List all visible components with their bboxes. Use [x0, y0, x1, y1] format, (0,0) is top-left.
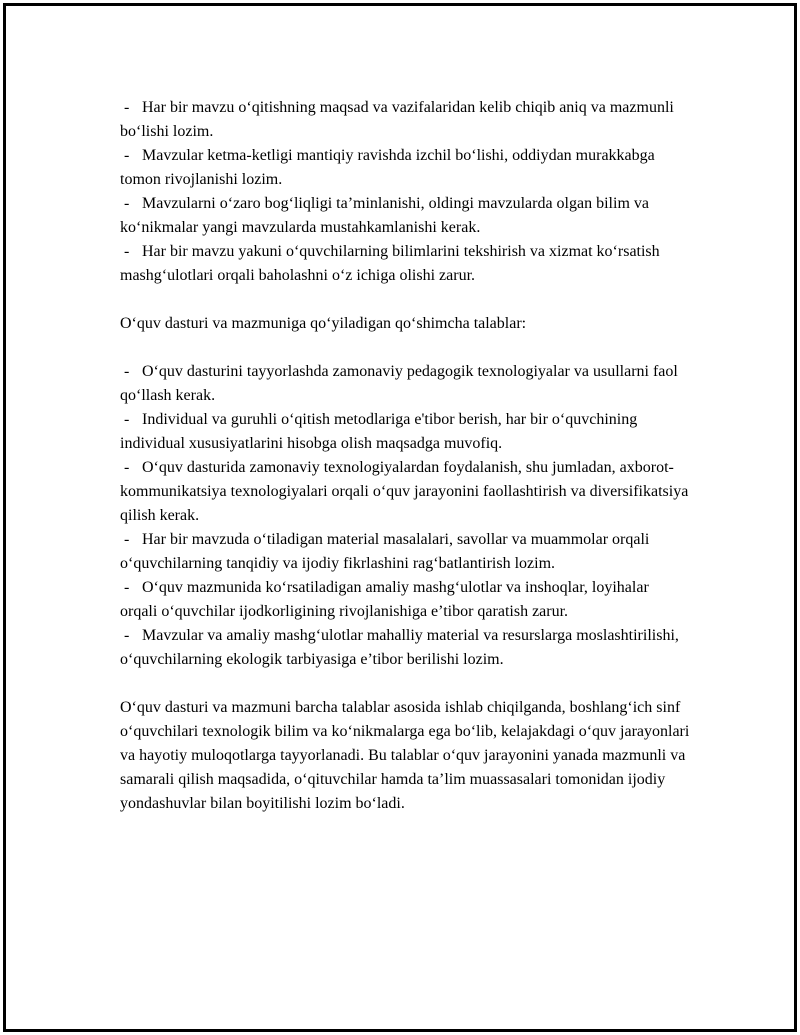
additional-requirements-list — [120, 360, 690, 672]
list-item-text: O‘quv dasturini tayyorlashda zamonaviy pedagogik texnologiyalar va usullarni faol qo‘llash kerak. — [120, 363, 678, 404]
list-item — [120, 576, 690, 624]
list-item — [120, 144, 690, 192]
document-page — [3, 3, 797, 1032]
bullet-dash: - — [124, 627, 130, 644]
list-item-text: Har bir mavzu o‘qitishning maqsad va vazifalaridan kelib chiqib aniq va mazmunli bo‘lishi lozim. — [120, 99, 674, 140]
list-item — [120, 528, 690, 576]
bullet-dash: - — [124, 411, 130, 428]
list-item-text: Har bir mavzu yakuni o‘quvchilarning bilimlarini tekshirish va xizmat ko‘rsatish mashg‘ulotlari orqali baholashni o‘z ichiga olishi zarur. — [120, 243, 660, 284]
bullet-dash: - — [124, 243, 130, 260]
list-item-text: Mavzularni o‘zaro bog‘liqligi ta’minlanishi, oldingi mavzularda olgan bilim va ko‘nikmalar yangi mavzularda mustahkamlanishi kerak. — [120, 195, 649, 236]
list-item — [120, 192, 690, 240]
list-item — [120, 408, 690, 456]
list-item-text: Individual va guruhli o‘qitish metodlariga e'tibor berish, har bir o‘quvchining individual xususiyatlarini hisobga olish maqsadga muvofiq. — [120, 411, 638, 452]
bullet-dash: - — [124, 531, 130, 548]
list-item-text: Mavzular va amaliy mashg‘ulotlar mahalliy material va resurslarga moslashtirilishi, o‘quvchilarning ekologik tarbiyasiga e’tibor berilishi lozim. — [120, 627, 679, 668]
list-item — [120, 360, 690, 408]
requirements-list — [120, 96, 690, 288]
list-item — [120, 456, 690, 528]
bullet-dash: - — [124, 99, 130, 116]
list-item-text: O‘quv mazmunida ko‘rsatiladigan amaliy mashg‘ulotlar va inshoqlar, loyihalar orqali o‘quvchilar ijodkorligining rivojlanishiga e’tibor qaratish zarur. — [120, 579, 649, 620]
paragraph-gap — [120, 288, 690, 312]
bullet-dash: - — [124, 195, 130, 212]
list-item — [120, 624, 690, 672]
document-body — [120, 96, 690, 816]
conclusion-paragraph: O‘quv dasturi va mazmuni barcha talablar asosida ishlab chiqilganda, boshlang‘ich sinf o‘quvchilari texnologik bilim va ko‘nikmalarga ega bo‘lib, kelajakdagi o‘quv jarayonlari va hayotiy muloqotlarga tayyorlanadi. Bu talablar o‘quv jarayonini yanada mazmunli va samarali qilish maqsadida, o‘qituvchilar hamda ta’lim muassasalari tomonidan ijodiy yondashuvlar bilan boyitilishi lozim bo‘ladi. — [120, 699, 690, 812]
list-item-text: Mavzular ketma-ketligi mantiqiy ravishda izchil bo‘lishi, oddiydan murakkabga tomon rivojlanishi lozim. — [120, 147, 655, 188]
list-item — [120, 96, 690, 144]
list-item-text: Har bir mavzuda o‘tiladigan material masalalari, savollar va muammolar orqali o‘quvchilarning tanqidiy va ijodiy fikrlashini rag‘batlantirish lozim. — [120, 531, 650, 572]
section-heading: O‘quv dasturi va mazmuniga qo‘yiladigan qo‘shimcha talablar: — [120, 315, 527, 332]
list-item-text: O‘quv dasturida zamonaviy texnologiyalardan foydalanish, shu jumladan, axborot-kommunikatsiya texnologiyalari orqali o‘quv jarayonini faollashtirish va diversifikatsiya qilish kerak. — [120, 459, 689, 524]
bullet-dash: - — [124, 147, 130, 164]
bullet-dash: - — [124, 579, 130, 596]
paragraph-gap — [120, 672, 690, 696]
bullet-dash: - — [124, 459, 130, 476]
paragraph-gap — [120, 336, 690, 360]
list-item — [120, 240, 690, 288]
bullet-dash: - — [124, 363, 130, 380]
